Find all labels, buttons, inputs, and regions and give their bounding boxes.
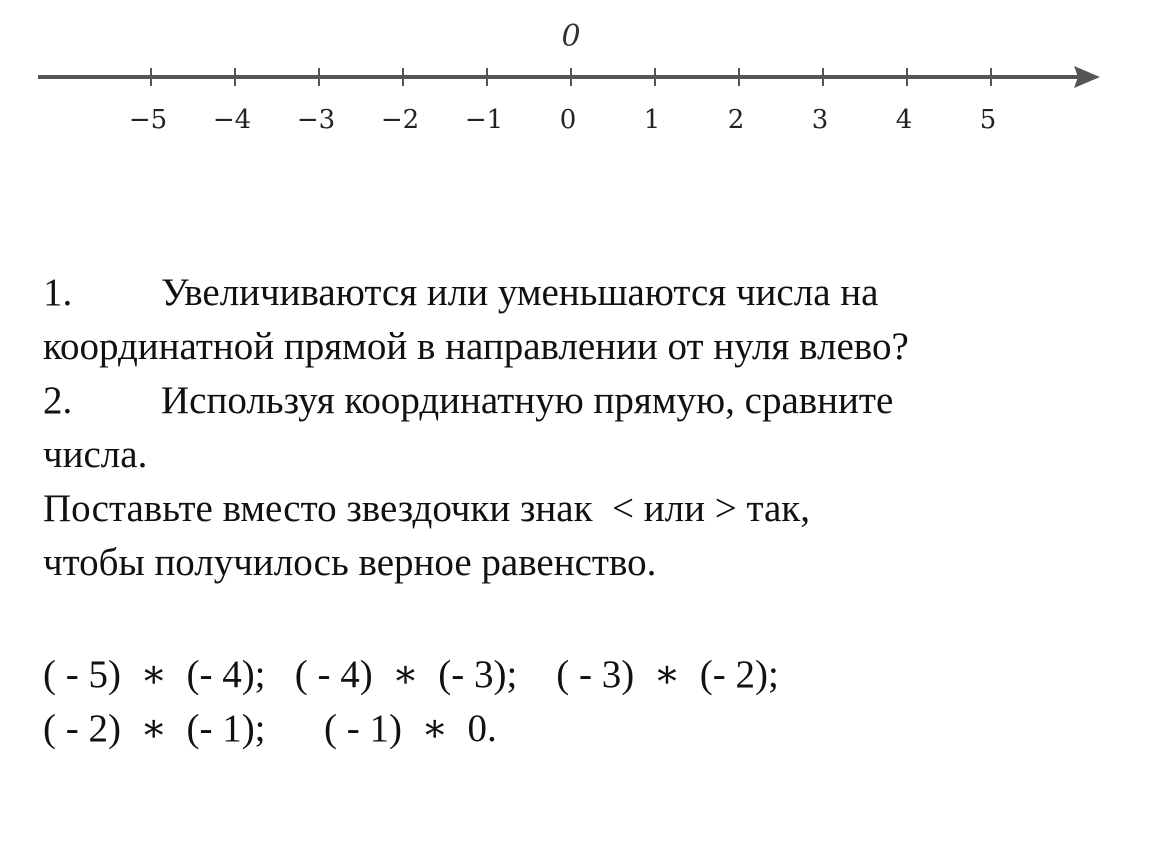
instruction-line-1: Поставьте вместо звездочки знак < или > так, [43,487,810,530]
exercise-line-1: ( - 5) ∗ (- 4); ( - 4) ∗ (- 3); ( - 3) ∗ (- 2); [43,653,779,696]
tick-label: 1 [643,105,661,135]
exercises-block [43,648,1123,756]
tick-label: −2 [380,105,420,135]
instruction-line-2: чтобы получилось верное равенство. [43,541,657,584]
question-1-text: Увеличиваются или уменьшаются числа на [161,271,879,314]
tick-label: 2 [727,105,745,135]
tick-label: −3 [296,105,336,135]
tick-label: −1 [464,105,504,135]
question-1-number: 1. [43,271,73,314]
exercise-line-2: ( - 2) ∗ (- 1); ( - 1) ∗ 0. [43,707,497,750]
question-2-line-1 [43,374,1123,428]
question-2-line-2: числа. [43,433,148,476]
tick-label: −4 [212,105,252,135]
tick-label: 4 [895,105,913,135]
tick-label: 5 [979,105,997,135]
tick-label: 3 [811,105,829,135]
question-1-line-2: координатной прямой в направлении от нуля влево? [43,325,909,368]
questions-block [43,266,1123,590]
number-line [0,0,1150,180]
question-1-line-1 [43,266,1123,320]
question-2-number: 2. [43,379,73,422]
question-2-text: Используя координатную прямую, сравните [161,379,894,422]
tick-label: −5 [128,105,168,135]
tick-label: 0 [559,105,577,135]
number-line-title: 0 [561,19,581,54]
